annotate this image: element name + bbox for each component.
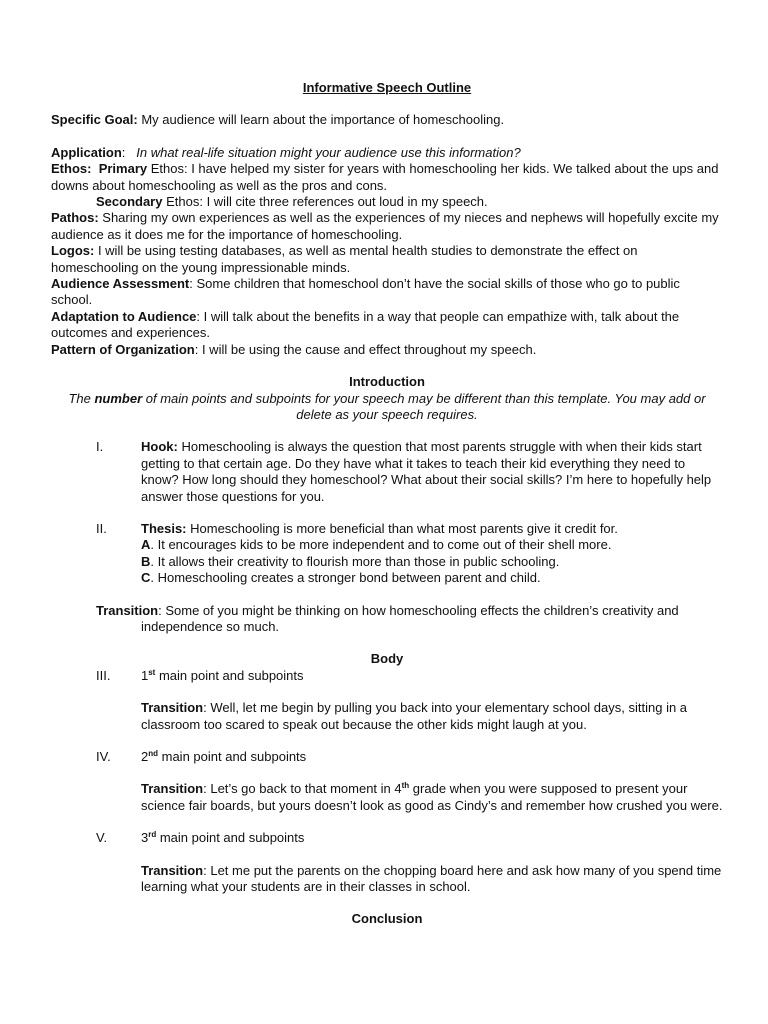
transition-text-pre: : Let’s go back to that moment in 4 [203,781,402,797]
speech-outline-document [51,80,723,928]
hook-paragraph [141,439,723,505]
main-point-number: III. [96,667,111,683]
thesis-text: Homeschooling is more beneficial than what most parents give it credit for. [186,520,618,536]
thesis-point-b [141,554,723,570]
pathos [51,210,723,243]
hook-number: I. [96,439,104,455]
body-heading: Body [370,651,404,667]
template-note [51,391,723,424]
main-point-text: main point and subpoints [156,830,305,846]
main-point-ordinal: 3 [141,830,149,846]
transition-superscript: th [401,781,410,791]
application-separator: : [121,144,126,160]
thesis-point-letter: A [141,537,151,553]
thesis-point-text: . Homeschooling creates a stronger bond between parent and child. [150,570,541,586]
logos-text: I will be using testing databases, as well as mental health studies to demonstrate the effect on homeschooling on the young impressionable minds. [51,243,638,275]
application [51,145,723,161]
main-point-ordinal-suffix: rd [148,830,157,840]
thesis-point-c [141,570,723,586]
thesis-number: II. [96,520,107,536]
main-point-2 [51,749,723,814]
main-point-title [141,668,723,684]
pattern-text: : I will be using the cause and effect throughout my speech. [194,341,537,357]
ethos-label: Ethos: [51,161,92,177]
pathos-label: Pathos: [51,210,99,226]
thesis-point-letter: B [141,553,151,569]
main-point-title [141,749,723,765]
ethos-secondary-text: Ethos: I will cite three references out loud in my speech. [162,194,488,210]
specific-goal [51,112,723,128]
ethos-secondary-label: Secondary [96,194,163,210]
thesis-point-text: . It encourages kids to be more independent and to come out of their shell more. [150,537,612,553]
ethos-primary-label: Primary [98,161,148,177]
transition-label: Transition [141,862,204,878]
main-point-number: IV. [96,749,111,764]
main-point-1 [51,668,723,733]
audience-assessment-label: Audience Assessment [51,276,190,292]
specific-goal-text: My audience will learn about the importance of homeschooling. [137,112,505,128]
main-point-ordinal: 2 [141,749,149,764]
main-point-3 [51,830,723,895]
transition-label: Transition [141,700,204,716]
hook-text: Homeschooling is always the question that most parents struggle with when their kids start getting to that certain age. Do they have what it takes to teach their kid everything they need to know? How long should they homeschool? What about their social skills? I’m here to hopefully help answer those questions for you. [141,439,712,504]
pattern-label: Pattern of Organization [51,341,195,357]
thesis-item [51,521,723,587]
pathos-text: Sharing my own experiences as well as the experiences of my nieces and nephews will hopefully excite my audience as it does me for the importance of homeschooling. [51,210,719,242]
intro-transition [51,603,723,636]
main-point-transition [141,781,723,814]
main-point-transition [141,863,723,896]
document-title: Informative Speech Outline [302,80,472,95]
ethos-secondary [51,194,723,210]
main-point-number: V. [96,830,108,846]
template-note-bold: number [94,390,143,406]
main-point-ordinal-suffix: st [148,667,156,677]
intro-transition-text: : Some of you might be thinking on how homeschooling effects the children’s creativity and independence so much. [141,602,679,634]
introduction-heading: Introduction [349,374,425,390]
intro-transition-label: Transition [96,602,159,618]
thesis-point-letter: C [141,570,151,586]
audience-assessment-text: : Some children that homeschool don’t have the social skills of those who go to public school. [51,276,680,308]
template-note-pre: The [68,390,95,406]
conclusion-heading: Conclusion [351,911,423,927]
audience-assessment [51,276,723,309]
transition-label: Transition [141,781,204,797]
thesis-paragraph [141,521,723,537]
application-text: In what real-life situation might your audience use this information? [136,144,521,160]
pattern-of-organization [51,342,723,358]
main-point-title [141,830,723,846]
thesis-point-a [141,537,723,553]
template-note-post: of main points and subpoints for your speech may be different than this template. You may add or delete as your speech requires. [142,390,706,422]
main-point-text: main point and subpoints [158,749,307,764]
main-point-transition [141,700,723,733]
logos-label: Logos: [51,243,95,259]
transition-text: : Well, let me begin by pulling you back into your elementary school days, sitting in a classroom too scared to speak out because the other kids might laugh at you. [141,700,688,732]
main-point-text: main point and subpoints [155,667,304,683]
specific-goal-label: Specific Goal: [51,112,138,128]
thesis-label: Thesis: [141,520,187,536]
adaptation-to-audience [51,309,723,342]
transition-text: : Let me put the parents on the chopping board here and ask how many of you spend time learning what your students are in their classes in school. [141,862,722,895]
adaptation-text: : I will talk about the benefits in a way that people can empathize with, talk about the outcomes and experiences. [51,308,680,341]
hook-item [51,439,723,505]
logos [51,243,723,276]
main-point-ordinal-suffix: nd [148,749,159,758]
application-label: Application [51,144,122,160]
ethos-primary [51,161,723,194]
hook-label: Hook: [141,439,178,455]
adaptation-label: Adaptation to Audience [51,308,197,324]
ethos-primary-text: Ethos: I have helped my sister for years with homeschooling her kids. We talked about the ups and downs about homeschooling as well as the pros and cons. [51,161,719,193]
transition-text-post: grade when you were supposed to present your science fair boards, but yours doesn’t look as good as Cindy’s and remember how crushed you were. [141,781,723,813]
thesis-point-text: . It allows their creativity to flourish more than those in public schooling. [150,553,560,569]
main-point-ordinal: 1 [141,667,149,683]
